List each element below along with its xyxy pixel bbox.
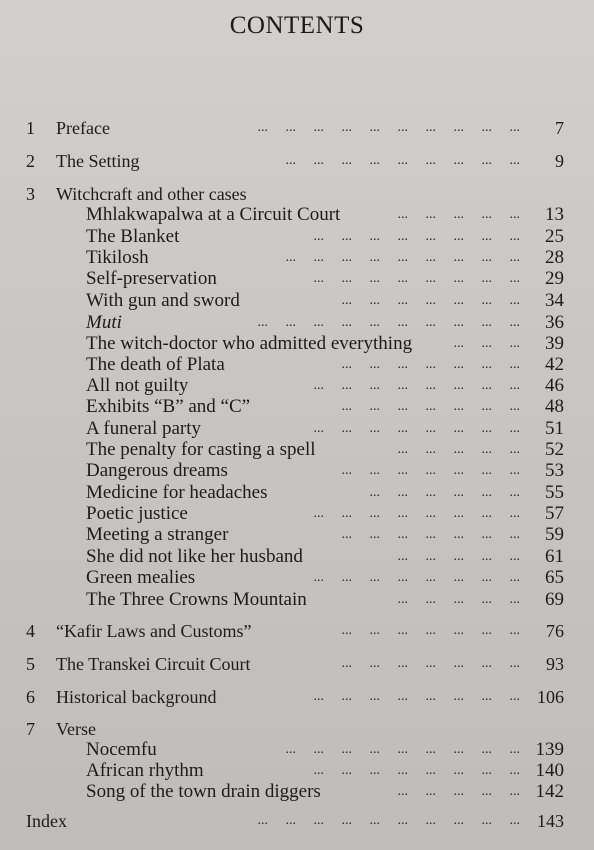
dot-leader: ... ... ... ... ... ... ... [327,527,520,542]
dot-leader: ... ... ... ... ... ... ... ... ... [271,153,520,168]
entry-title: The Three Crowns Mountain [86,589,307,610]
entry-title: A funeral party [86,418,202,439]
dot-leader: ... ... ... ... ... [383,784,520,799]
entry-title: Green mealies [86,567,196,588]
page-title: CONTENTS [229,12,365,39]
entry-number: 6 [26,687,35,707]
entry-title: Nocemfu [86,739,157,760]
toc-entry [0,312,594,334]
dot-leader: ... ... ... ... ... ... ... ... [299,570,520,585]
dot-leader: ... ... ... ... ... ... ... [327,357,520,372]
page-number: 59 [545,524,564,545]
toc-entry [0,620,594,642]
entry-title: Poetic justice [86,503,188,524]
page-number: 61 [545,546,564,567]
toc-entry [0,760,594,782]
dot-leader: ... ... ... ... ... [383,549,520,564]
dot-leader: ... ... ... ... ... ... ... ... [299,378,520,393]
page-number: 46 [545,375,564,396]
page-number: 25 [545,226,564,247]
dot-leader: ... ... ... [439,336,520,351]
entry-title: Verse [56,719,96,739]
dot-leader: ... ... ... ... ... ... ... ... [299,506,520,521]
entry-title: Preface [56,118,110,138]
entry-title: With gun and sword [86,290,240,311]
page-number: 52 [545,439,564,460]
dot-leader: ... ... ... ... ... [383,207,520,222]
toc-entry [0,247,594,269]
entry-title: All not guilty [86,375,189,396]
toc-entry [0,482,594,504]
dot-leader: ... ... ... ... ... ... ... ... ... ... [243,315,520,330]
dot-leader: ... ... ... ... ... ... ... [327,656,520,671]
entry-title: The Setting [56,151,140,171]
toc-entry [0,589,594,611]
dot-leader: ... ... ... ... ... ... ... ... [299,689,520,704]
entry-title: Historical background [56,687,217,707]
page-number: 36 [545,312,564,333]
entry-title: The penalty for casting a spell [86,439,316,460]
toc-entry [0,718,594,740]
toc-entry [0,150,594,172]
entry-title: “Kafir Laws and Customs” [56,621,252,641]
page-number: 93 [546,654,564,674]
entry-title: The Blanket [86,226,180,247]
toc-entry [0,524,594,546]
toc-entry [0,354,594,376]
toc-entry [0,439,594,461]
page-number: 9 [555,151,564,171]
dot-leader: ... ... ... ... ... ... ... ... ... [271,250,520,265]
toc-entry [0,653,594,675]
dot-leader: ... ... ... ... ... ... ... [327,399,520,414]
page-number: 143 [537,811,564,831]
toc-entry [0,810,594,832]
entry-title: Dangerous dreams [86,460,228,481]
toc-entry [0,686,594,708]
toc-entry [0,183,594,205]
page-number: 42 [545,354,564,375]
page-number: 39 [545,333,564,354]
entry-number: 7 [26,719,35,739]
page-number: 140 [535,760,564,781]
dot-leader: ... ... ... ... ... ... ... [327,623,520,638]
toc-entry [0,226,594,248]
entry-title: Witchcraft and other cases [56,184,247,204]
entry-title: Self-preservation [86,268,217,289]
toc-entry [0,268,594,290]
dot-leader: ... ... ... ... ... [383,442,520,457]
dot-leader: ... ... ... ... ... [383,592,520,607]
toc-entry [0,567,594,589]
entry-number: 3 [26,184,35,204]
entry-title: African rhythm [86,760,204,781]
toc-entry [0,396,594,418]
entry-number: 5 [26,654,35,674]
dot-leader: ... ... ... ... ... ... ... ... [299,763,520,778]
page-number: 69 [545,589,564,610]
toc-entry [0,781,594,803]
page-number: 29 [545,268,564,289]
entry-title: Exhibits “B” and “C” [86,396,251,417]
page-number: 13 [545,204,564,225]
entry-title: Index [26,811,67,831]
entry-title: She did not like her husband [86,546,303,567]
dot-leader: ... ... ... ... ... ... ... ... ... ... [243,120,520,135]
dot-leader: ... ... ... ... ... ... ... ... ... [271,742,520,757]
dot-leader: ... ... ... ... ... ... [355,485,520,500]
page-number: 57 [545,503,564,524]
entry-title: Medicine for headaches [86,482,268,503]
entry-title: Meeting a stranger [86,524,229,545]
toc-entry [0,739,594,761]
toc-entry [0,290,594,312]
dot-leader: ... ... ... ... ... ... ... ... [299,421,520,436]
dot-leader: ... ... ... ... ... ... ... ... [299,271,520,286]
dot-leader: ... ... ... ... ... ... ... [327,463,520,478]
entry-number: 4 [26,621,35,641]
entry-title: Mhlakwapalwa at a Circuit Court [86,204,341,225]
page-number: 48 [545,396,564,417]
entry-number: 2 [26,151,35,171]
page-number: 53 [545,460,564,481]
entry-title: Song of the town drain diggers [86,781,321,802]
dot-leader: ... ... ... ... ... ... ... ... ... ... [243,813,520,828]
page-number: 76 [546,621,564,641]
page-number: 34 [545,290,564,311]
toc-entry [0,460,594,482]
toc-entry [0,546,594,568]
page-number: 55 [545,482,564,503]
page-number: 106 [537,687,564,707]
toc-entry [0,503,594,525]
entry-title: Tikilosh [86,247,149,268]
toc-entry [0,117,594,139]
toc-entry [0,204,594,226]
page-number: 28 [545,247,564,268]
entry-title: Muti [86,312,122,333]
entry-title: The death of Plata [86,354,225,375]
page-number: 7 [555,118,564,138]
toc-entry [0,418,594,440]
toc-entry [0,333,594,355]
dot-leader: ... ... ... ... ... ... ... ... [299,229,520,244]
entry-title: The Transkei Circuit Court [56,654,251,674]
page-number: 139 [535,739,564,760]
page-number: 65 [545,567,564,588]
entry-title: The witch-doctor who admitted everything [86,333,413,354]
page-number: 142 [535,781,564,802]
dot-leader: ... ... ... ... ... ... ... [327,293,520,308]
page-number: 51 [545,418,564,439]
entry-number: 1 [26,118,35,138]
toc-entry [0,375,594,397]
